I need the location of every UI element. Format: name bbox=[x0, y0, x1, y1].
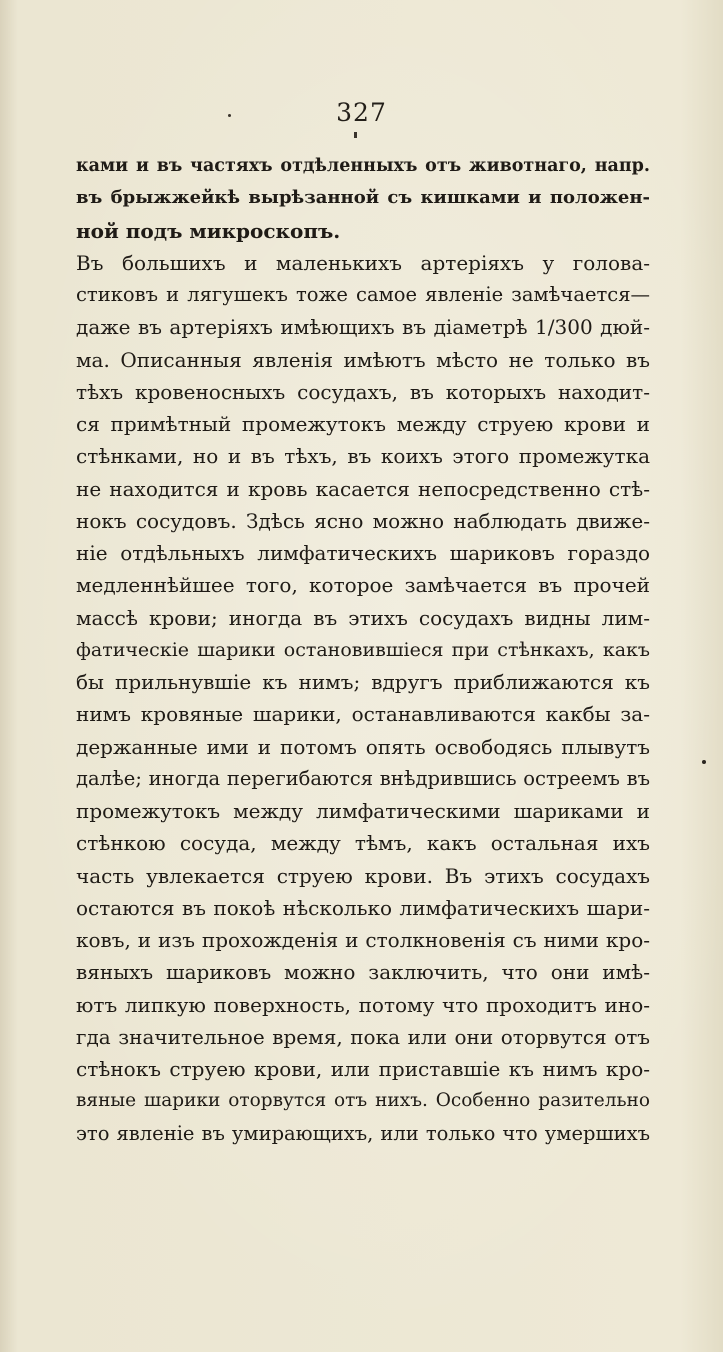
print-speck bbox=[354, 132, 357, 138]
text-line: стѣнками, но и въ тѣхъ, въ коихъ этого промежутка bbox=[76, 444, 650, 469]
text-line: часть увлекается струею крови. Въ этихъ сосудахъ bbox=[76, 863, 650, 888]
text-line: ютъ липкую поверхность, потому что проходитъ ино- bbox=[76, 992, 650, 1017]
text-line: остаются въ покоѣ нѣсколько лимфатическихъ шари- bbox=[76, 895, 650, 920]
text-line: Въ большихъ и маленькихъ артеріяхъ у голова- bbox=[76, 250, 650, 275]
print-speck bbox=[702, 760, 706, 764]
text-line: ной подъ микроскопъ. bbox=[76, 218, 341, 243]
text-line: фатическіе шарики остановившіеся при стѣнкахъ, какъ bbox=[76, 638, 650, 661]
body-text bbox=[76, 150, 650, 1150]
text-line: стѣнокъ струею крови, или приставшіе къ нимъ кро- bbox=[76, 1057, 650, 1081]
text-line: промежутокъ между лимфатическими шариками и bbox=[76, 799, 650, 823]
text-line: стиковъ и лягушекъ тоже самое явленіе замѣчается— bbox=[76, 283, 650, 306]
text-line: нимъ кровяные шарики, останавливаются какбы за- bbox=[76, 702, 650, 727]
page-number: 327 bbox=[336, 98, 387, 127]
text-line: въ брыжжейкѣ вырѣзанной съ кишками и положен- bbox=[76, 187, 650, 209]
text-line: ковъ, и изъ прохожденія и столкновенія съ ними кро- bbox=[76, 928, 650, 952]
text-line: даже въ артеріяхъ имѣющихъ въ діаметрѣ 1/300 дюй- bbox=[76, 315, 650, 340]
text-line: вяные шарики оторвутся отъ нихъ. Особенно разительно bbox=[76, 1090, 650, 1112]
text-line: нокъ сосудовъ. Здѣсь ясно можно наблюдать движе- bbox=[76, 508, 650, 533]
text-line: далѣе; иногда перегибаются внѣдрившись остреемъ въ bbox=[76, 766, 650, 790]
text-line: вяныхъ шариковъ можно заключить, что они имѣ- bbox=[76, 960, 650, 985]
text-line: ма. Описанныя явленія имѣютъ мѣсто не только въ bbox=[76, 347, 650, 372]
text-line: не находится и кровь касается непосредственно стѣ- bbox=[76, 476, 650, 501]
text-line: ся примѣтный промежутокъ между струею крови и bbox=[76, 412, 650, 436]
text-line: медленнѣйшее того, которое замѣчается въ прочей bbox=[76, 573, 650, 598]
text-line: держанные ими и потомъ опять освободясь плывутъ bbox=[76, 734, 650, 759]
text-line: бы прильнувшіе къ нимъ; вдругъ приближаются къ bbox=[76, 670, 650, 694]
text-line: стѣнкою сосуда, между тѣмъ, какъ остальная ихъ bbox=[76, 831, 650, 856]
text-line: ніе отдѣльныхъ лимфатическихъ шариковъ гораздо bbox=[76, 541, 650, 565]
text-line: это явленіе въ умирающихъ, или только что умершихъ bbox=[76, 1121, 650, 1145]
text-line: ками и въ частяхъ отдѣленныхъ отъ животнаго, напр. bbox=[76, 156, 650, 176]
text-line: тѣхъ кровеносныхъ сосудахъ, въ которыхъ находит- bbox=[76, 379, 650, 404]
text-line: массѣ крови; иногда въ этихъ сосудахъ видны лим- bbox=[76, 605, 650, 630]
text-line: гда значительное время, пока или они оторвутся отъ bbox=[76, 1024, 650, 1049]
